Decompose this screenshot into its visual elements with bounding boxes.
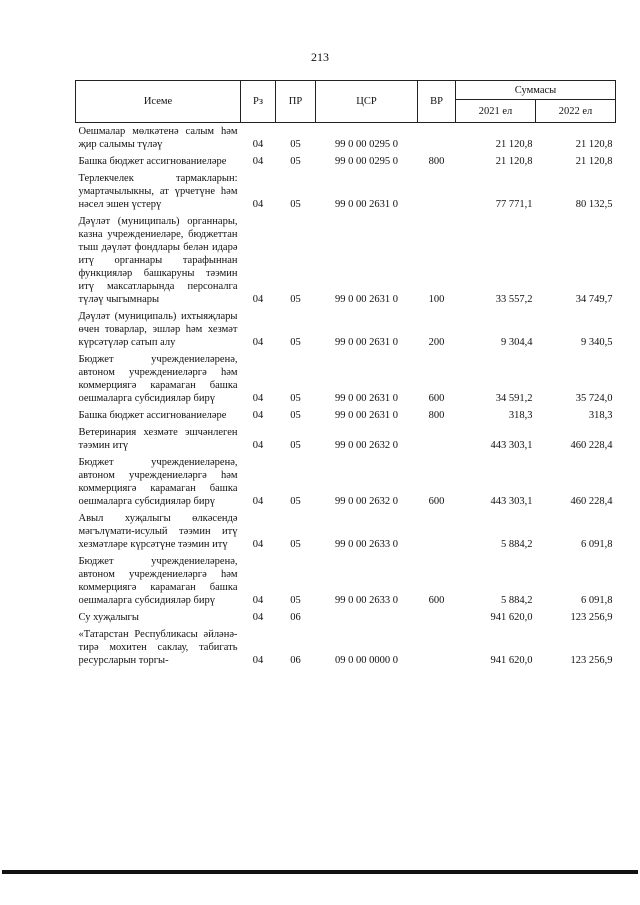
header-sums: Суммасы xyxy=(456,81,616,100)
header-year-2021: 2021 ел xyxy=(456,100,536,123)
row-amount-2021: 941 620,0 xyxy=(490,612,533,623)
row-vr: 200 xyxy=(428,337,445,348)
table-row xyxy=(76,510,616,553)
row-csr: 99 0 00 2632 0 xyxy=(335,496,398,507)
row-csr: 99 0 00 2631 0 xyxy=(335,337,398,348)
row-amount-2021: 21 120,8 xyxy=(495,139,533,150)
row-amount-2022: 318,3 xyxy=(588,410,613,421)
scan-edge-bar xyxy=(2,870,638,874)
row-pr: 05 xyxy=(290,156,301,167)
row-amount-2022: 6 091,8 xyxy=(581,595,613,606)
table-row xyxy=(76,553,616,609)
row-csr: 99 0 00 2631 0 xyxy=(335,294,398,305)
row-amount-2021: 77 771,1 xyxy=(495,199,533,210)
row-name: Бюджет учреждениеләренә, автоном учреждениеләргә һәм коммерциягә карамаган башка оешмаларга субсидияләр бирү xyxy=(78,354,238,404)
row-rz: 04 xyxy=(252,410,264,421)
row-pr: 05 xyxy=(290,595,301,606)
row-amount-2021: 34 591,2 xyxy=(495,393,533,404)
row-name: Оешмалар мөлкәтенә салым һәм җир салымы түләү xyxy=(78,126,238,150)
row-vr xyxy=(418,510,456,553)
row-vr: 100 xyxy=(428,294,445,305)
row-name: Терлекчелек тармакларын: умартачылыкны, ат үрчетүне һәм нәсел эшен үстерү xyxy=(78,173,238,210)
row-amount-2022: 80 132,5 xyxy=(575,199,613,210)
row-rz: 04 xyxy=(252,539,264,550)
row-amount-2022: 34 749,7 xyxy=(575,294,613,305)
page-number: 213 xyxy=(311,50,329,64)
row-rz: 04 xyxy=(252,612,264,623)
row-name: Башка бюджет ассигнованиеләре xyxy=(78,156,227,167)
row-amount-2021: 33 557,2 xyxy=(495,294,533,305)
row-vr xyxy=(418,424,456,454)
row-amount-2022: 21 120,8 xyxy=(575,156,613,167)
row-pr: 05 xyxy=(290,199,301,210)
row-csr: 99 0 00 0295 0 xyxy=(335,156,398,167)
table-body xyxy=(76,123,616,670)
row-csr: 99 0 00 2631 0 xyxy=(335,410,398,421)
row-name: Дәүләт (муниципаль) ихтыяҗлары өчен товарлар, эшләр һәм хезмәт күрсәтүләр сатып алу xyxy=(78,311,238,348)
row-vr: 800 xyxy=(428,156,445,167)
row-amount-2022: 123 256,9 xyxy=(570,655,613,666)
row-amount-2022: 460 228,4 xyxy=(570,440,613,451)
row-rz: 04 xyxy=(252,595,264,606)
row-amount-2021: 9 304,4 xyxy=(501,337,533,348)
row-amount-2021: 318,3 xyxy=(508,410,533,421)
row-name: Дәүләт (муниципаль) органнары, казна учреждениеләре, бюджеттан тыш дәүләт фондлары белән идарә итү органнары тарафыннан функцияләр башкаруны тәэмин итү максатларында персоналга түләү чыгымнары xyxy=(78,216,238,305)
table-row xyxy=(76,351,616,407)
table-row xyxy=(76,213,616,308)
table-row xyxy=(76,123,616,154)
row-amount-2022: 123 256,9 xyxy=(570,612,613,623)
table-row xyxy=(76,170,616,213)
header-rz: Рз xyxy=(241,81,276,123)
row-rz: 04 xyxy=(252,139,264,150)
row-amount-2021: 5 884,2 xyxy=(501,595,533,606)
header-year-2022: 2022 ел xyxy=(536,100,616,123)
row-amount-2021: 21 120,8 xyxy=(495,156,533,167)
row-name: Башка бюджет ассигнованиеләре xyxy=(78,410,227,421)
table-row xyxy=(76,308,616,351)
row-vr xyxy=(418,626,456,669)
row-amount-2022: 460 228,4 xyxy=(570,496,613,507)
row-pr: 06 xyxy=(290,655,301,666)
row-amount-2021: 941 620,0 xyxy=(490,655,533,666)
row-vr xyxy=(418,170,456,213)
row-amount-2022: 6 091,8 xyxy=(581,539,613,550)
row-amount-2022: 9 340,5 xyxy=(581,337,613,348)
row-name: Авыл хуҗалыгы өлкәсендә мәгълүмати-исулый тәэмин итү хезмәтләре күрсәтүне тәэмин итү xyxy=(78,513,238,550)
header-pr: ПР xyxy=(276,81,316,123)
table-row xyxy=(76,407,616,424)
row-rz: 04 xyxy=(252,496,264,507)
row-amount-2022: 21 120,8 xyxy=(575,139,613,150)
table-row xyxy=(76,153,616,170)
row-pr: 05 xyxy=(290,337,301,348)
row-name: Бюджет учреждениеләренә, автоном учреждениеләргә һәм коммерциягә карамаган башка оешмаларга субсидияләр бирү xyxy=(78,457,238,507)
row-rz: 04 xyxy=(252,294,264,305)
row-amount-2021: 443 303,1 xyxy=(490,440,533,451)
row-csr: 99 0 00 2633 0 xyxy=(335,595,398,606)
row-name: Су хуҗалыгы xyxy=(78,612,139,623)
row-pr: 05 xyxy=(290,410,301,421)
table-row xyxy=(76,626,616,669)
table-row xyxy=(76,424,616,454)
row-rz: 04 xyxy=(252,440,264,451)
row-vr: 600 xyxy=(428,393,445,404)
budget-table xyxy=(75,80,616,669)
row-csr: 99 0 00 2631 0 xyxy=(335,393,398,404)
row-amount-2022: 35 724,0 xyxy=(575,393,613,404)
row-rz: 04 xyxy=(252,199,264,210)
row-csr: 99 0 00 2631 0 xyxy=(335,199,398,210)
row-vr: 600 xyxy=(428,496,445,507)
header-name: Исеме xyxy=(76,81,241,123)
row-rz: 04 xyxy=(252,337,264,348)
row-vr xyxy=(418,609,456,626)
table-row xyxy=(76,454,616,510)
row-pr: 05 xyxy=(290,294,301,305)
row-rz: 04 xyxy=(252,655,264,666)
row-vr: 800 xyxy=(428,410,445,421)
row-vr: 600 xyxy=(428,595,445,606)
row-csr: 99 0 00 2632 0 xyxy=(335,440,398,451)
row-amount-2021: 5 884,2 xyxy=(501,539,533,550)
row-name: Ветеринария хезмәте эшчәнлеген тәэмин итү xyxy=(78,427,238,451)
row-csr: 09 0 00 0000 0 xyxy=(335,655,398,666)
header-csr: ЦСР xyxy=(316,81,418,123)
row-pr: 06 xyxy=(290,612,301,623)
row-rz: 04 xyxy=(252,393,264,404)
row-amount-2021: 443 303,1 xyxy=(490,496,533,507)
row-rz: 04 xyxy=(252,156,264,167)
row-csr xyxy=(316,609,418,626)
table-row xyxy=(76,609,616,626)
row-csr: 99 0 00 0295 0 xyxy=(335,139,398,150)
row-pr: 05 xyxy=(290,139,301,150)
row-pr: 05 xyxy=(290,539,301,550)
row-pr: 05 xyxy=(290,440,301,451)
row-pr: 05 xyxy=(290,393,301,404)
header-vr: ВР xyxy=(418,81,456,123)
row-csr: 99 0 00 2633 0 xyxy=(335,539,398,550)
row-pr: 05 xyxy=(290,496,301,507)
row-name: «Татарстан Республикасы әйләнә-тирә мохитен саклау, табигать ресурсларын торгы- xyxy=(78,629,238,666)
row-vr xyxy=(418,123,456,154)
row-name: Бюджет учреждениеләренә, автоном учреждениеләргә һәм коммерциягә карамаган башка оешмаларга субсидияләр бирү xyxy=(78,556,238,606)
